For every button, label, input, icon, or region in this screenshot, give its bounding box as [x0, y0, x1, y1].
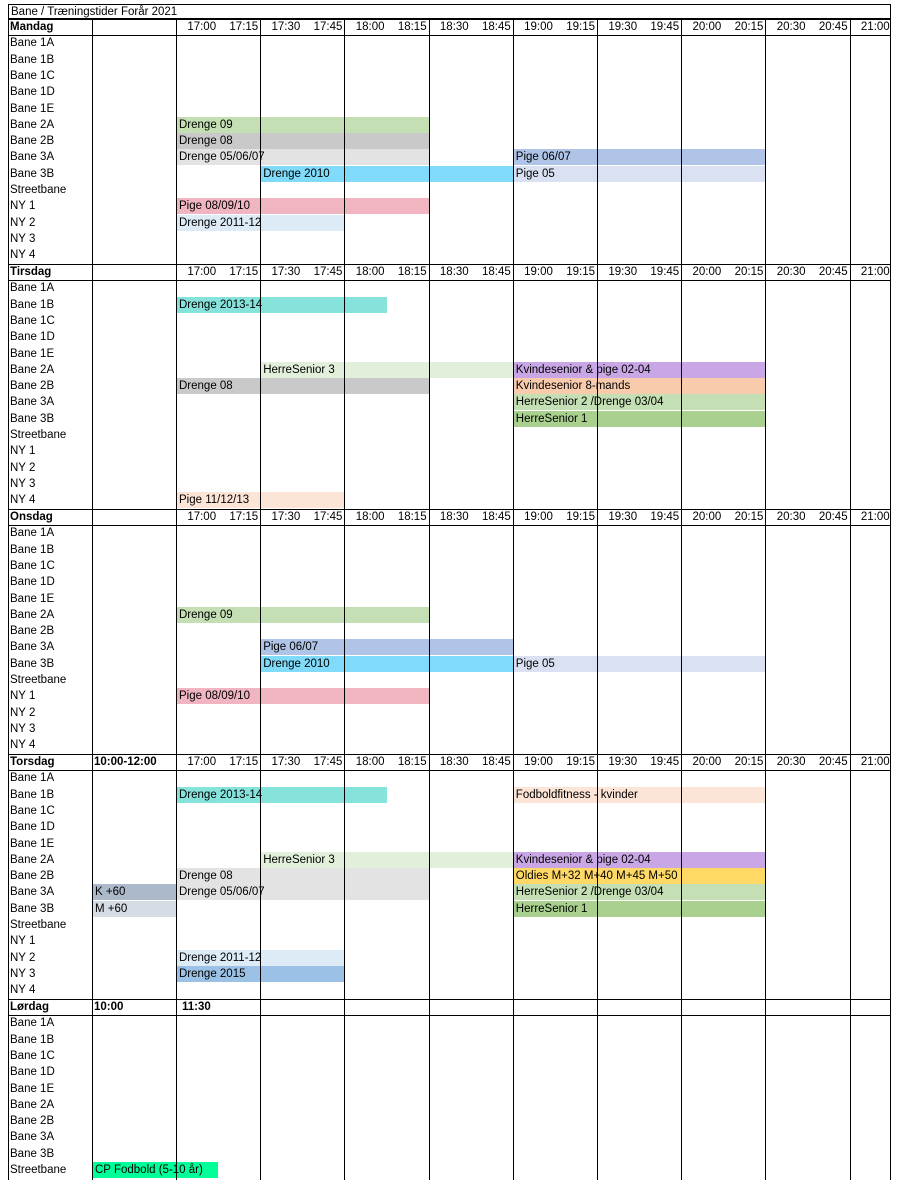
grid-line — [765, 19, 766, 264]
field-label: Bane 3B — [10, 167, 55, 180]
section-top-line — [8, 19, 891, 20]
schedule-block[interactable]: Pige 05 — [514, 166, 766, 182]
time-header: 20:15 — [734, 266, 764, 278]
field-label: Bane 1D — [10, 1066, 55, 1079]
field-label: Bane 1E — [10, 1082, 55, 1095]
schedule-block[interactable]: Drenge 09 — [177, 607, 429, 623]
time-header: 20:30 — [776, 21, 806, 33]
grid-line — [513, 19, 514, 264]
field-label: Streetbane — [10, 429, 67, 441]
grid-line — [850, 999, 851, 1180]
grid-line — [344, 999, 345, 1180]
schedule-block[interactable]: Drenge 08 — [177, 868, 429, 884]
grid-line — [260, 509, 261, 754]
time-header: 19:45 — [650, 756, 680, 768]
schedule-block[interactable]: Pige 06/07 — [514, 149, 766, 165]
schedule-block[interactable]: Kvindesenior & pige 02-04 — [514, 852, 766, 868]
field-label: Bane 3A — [10, 396, 55, 409]
schedule-block[interactable]: Pige 06/07 — [261, 639, 513, 655]
time-header: 17:30 — [271, 266, 301, 278]
time-header: 19:15 — [566, 756, 595, 768]
schedule-block[interactable]: Drenge 2011-12 — [177, 215, 344, 231]
grid-line — [176, 264, 177, 509]
time-header: 19:00 — [524, 756, 553, 768]
time-header: 18:45 — [482, 756, 511, 768]
time-header: 19:15 — [566, 511, 595, 523]
time-header: 19:00 — [524, 511, 553, 523]
field-label: NY 3 — [10, 722, 36, 735]
field-label: Bane 1B — [10, 788, 55, 801]
time-header: 19:45 — [650, 21, 680, 33]
schedule-block[interactable]: Fodboldfitness - kvinder — [514, 787, 766, 803]
field-label: Bane 2A — [10, 608, 55, 621]
grid-line — [92, 999, 93, 1180]
schedule-block[interactable]: Drenge 2010 — [261, 656, 513, 672]
field-label: Bane 2B — [10, 625, 55, 638]
grid-line — [765, 754, 766, 999]
field-label: Bane 2B — [10, 135, 55, 148]
grid-line — [92, 19, 93, 264]
grid-line — [429, 754, 430, 999]
grid-line — [681, 999, 682, 1180]
time-header: 17:45 — [313, 21, 343, 33]
grid-line — [765, 999, 766, 1180]
section-top-line — [8, 999, 891, 1000]
time-header: 19:00 — [524, 266, 553, 278]
time-header: 18:30 — [439, 511, 469, 523]
time-header: 20:30 — [776, 756, 806, 768]
header-bottom-line — [8, 280, 891, 281]
field-label: Bane 1C — [10, 1049, 55, 1062]
schedule-block[interactable]: Pige 05 — [514, 656, 766, 672]
time-header: 19:30 — [608, 266, 638, 278]
grid-line — [176, 754, 177, 999]
day-header: Torsdag — [10, 756, 55, 768]
grid-line — [8, 509, 9, 754]
day-header: Onsdag — [10, 511, 53, 523]
schedule-sheet — [8, 4, 893, 1180]
day-header: Mandag — [10, 21, 54, 33]
time-header: 20:30 — [776, 511, 806, 523]
time-header: 18:00 — [355, 266, 385, 278]
field-label: Bane 1B — [10, 298, 55, 311]
field-label: Streetbane — [10, 674, 67, 686]
field-label: NY 2 — [10, 706, 36, 719]
grid-line — [176, 999, 177, 1180]
field-label: NY 3 — [10, 477, 36, 490]
schedule-block[interactable]: HerreSenior 2 /Drenge 03/04 — [514, 394, 766, 410]
field-label: Bane 1E — [10, 347, 55, 360]
time-header: 17:00 — [187, 266, 217, 278]
grid-line — [429, 19, 430, 264]
time-header: 17:15 — [229, 511, 259, 523]
field-label: Bane 2B — [10, 380, 55, 393]
grid-line — [681, 754, 682, 999]
time-header: 17:15 — [229, 266, 259, 278]
time-header: 20:45 — [818, 756, 848, 768]
schedule-block[interactable]: Drenge 2011-12 — [177, 950, 344, 966]
grid-line — [681, 509, 682, 754]
field-label: Bane 2A — [10, 363, 55, 376]
time-header: 18:15 — [397, 266, 427, 278]
grid-line — [890, 999, 891, 1180]
extra-time-header-2: 11:30 — [182, 1001, 211, 1013]
grid-line — [429, 264, 430, 509]
field-label: Bane 1E — [10, 837, 55, 850]
header-bottom-line — [8, 35, 891, 36]
time-header: 20:00 — [692, 756, 722, 768]
day-header: Lørdag — [10, 1001, 49, 1013]
time-header: 20:15 — [734, 756, 764, 768]
schedule-block[interactable]: Drenge 2010 — [261, 166, 513, 182]
header-bottom-line — [8, 770, 891, 771]
time-header: 20:45 — [818, 21, 848, 33]
field-label: Bane 3A — [10, 1131, 55, 1144]
schedule-block[interactable]: Pige 08/09/10 — [177, 198, 429, 214]
field-label: NY 4 — [10, 984, 36, 997]
header-bottom-line — [8, 525, 891, 526]
field-label: Bane 3B — [10, 1147, 55, 1160]
grid-line — [513, 999, 514, 1180]
time-header: 18:45 — [482, 266, 511, 278]
schedule-block[interactable]: Drenge 09 — [177, 117, 429, 133]
grid-line — [92, 264, 93, 509]
time-header: 19:30 — [608, 21, 638, 33]
grid-line — [8, 999, 9, 1180]
time-header: 20:45 — [818, 266, 848, 278]
time-header: 18:15 — [397, 756, 427, 768]
field-label: Bane 1A — [10, 37, 55, 50]
grid-line — [597, 509, 598, 754]
field-label: Bane 1B — [10, 53, 55, 66]
field-label: NY 2 — [10, 216, 36, 229]
time-header: 20:15 — [734, 511, 764, 523]
time-header: 20:15 — [734, 21, 764, 33]
field-label: NY 4 — [10, 739, 36, 752]
field-label: Bane 3A — [10, 151, 55, 164]
time-header: 19:15 — [566, 266, 595, 278]
schedule-block[interactable]: Oldies M+32 M+40 M+45 M+50 — [514, 868, 766, 884]
field-label: Streetbane — [10, 919, 67, 931]
grid-line — [890, 509, 891, 754]
grid-line — [850, 264, 851, 509]
field-label: Bane 1A — [10, 1017, 55, 1030]
grid-line — [429, 509, 430, 754]
time-header: 18:00 — [355, 756, 385, 768]
grid-line — [92, 509, 93, 754]
grid-line — [850, 19, 851, 264]
field-label: Bane 2B — [10, 1115, 55, 1128]
header-bottom-line — [8, 1015, 891, 1016]
time-header: 18:00 — [355, 21, 385, 33]
grid-line — [176, 19, 177, 264]
field-label: Bane 3B — [10, 412, 55, 425]
field-label: NY 4 — [10, 494, 36, 507]
extra-time-header: 10:00 — [94, 1001, 124, 1013]
grid-line — [8, 754, 9, 999]
field-label: Bane 1D — [10, 821, 55, 834]
schedule-block[interactable]: Drenge 2013-14 — [177, 787, 387, 803]
time-header: 19:45 — [650, 266, 680, 278]
grid-line — [513, 264, 514, 509]
time-header: 19:00 — [524, 21, 553, 33]
field-label: Bane 3B — [10, 657, 55, 670]
field-label: Streetbane — [10, 1164, 67, 1176]
field-label: NY 4 — [10, 249, 36, 262]
schedule-block[interactable]: Drenge 2015 — [177, 966, 344, 982]
time-header: 17:00 — [187, 756, 217, 768]
schedule-block[interactable]: Drenge 05/06/07 — [177, 884, 429, 900]
schedule-block[interactable]: M +60 — [93, 901, 176, 917]
time-header: 18:45 — [482, 21, 511, 33]
grid-line — [260, 999, 261, 1180]
field-label: Bane 1D — [10, 86, 55, 99]
grid-line — [344, 509, 345, 754]
time-header: 17:00 — [187, 21, 217, 33]
field-label: Bane 1B — [10, 543, 55, 556]
schedule-block[interactable]: Pige 08/09/10 — [177, 688, 429, 704]
field-label: Bane 1A — [10, 527, 55, 540]
schedule-block[interactable]: Kvindesenior & pige 02-04 — [514, 362, 766, 378]
extra-time-header: 10:00-12:00 — [94, 756, 157, 768]
time-header: 18:15 — [397, 511, 427, 523]
field-label: Bane 3B — [10, 902, 55, 915]
grid-line — [344, 754, 345, 999]
field-label: NY 3 — [10, 232, 36, 245]
grid-line — [890, 754, 891, 999]
time-header: 20:00 — [692, 266, 722, 278]
schedule-block[interactable]: Kvindesenior 8-mands — [514, 378, 766, 394]
schedule-block[interactable]: K +60 — [93, 884, 176, 900]
grid-line — [344, 19, 345, 264]
field-label: Bane 1E — [10, 592, 55, 605]
field-label: Bane 2B — [10, 870, 55, 883]
section-top-line — [8, 754, 891, 755]
field-label: Bane 1E — [10, 102, 55, 115]
time-header: 21:00 — [860, 511, 890, 523]
time-header: 17:45 — [313, 511, 343, 523]
grid-line — [890, 19, 891, 264]
schedule-block[interactable]: HerreSenior 3 — [261, 362, 513, 378]
field-label: NY 1 — [10, 200, 36, 213]
time-header: 17:30 — [271, 756, 301, 768]
section-top-line — [8, 264, 891, 265]
time-header: 17:45 — [313, 266, 343, 278]
time-header: 21:00 — [860, 756, 890, 768]
schedule-block[interactable]: CP Fodbold (5-10 år) — [93, 1162, 218, 1178]
field-label: Bane 3A — [10, 641, 55, 654]
grid-line — [260, 264, 261, 509]
grid-line — [681, 19, 682, 264]
field-label: Bane 1C — [10, 559, 55, 572]
field-label: NY 1 — [10, 690, 36, 703]
field-label: NY 3 — [10, 967, 36, 980]
time-header: 17:45 — [313, 756, 343, 768]
time-header: 18:30 — [439, 21, 469, 33]
field-label: Bane 1C — [10, 314, 55, 327]
grid-line — [765, 509, 766, 754]
field-label: Bane 2A — [10, 853, 55, 866]
time-header: 19:30 — [608, 511, 638, 523]
grid-line — [8, 264, 9, 509]
section-top-line — [8, 509, 891, 510]
time-header: 18:15 — [397, 21, 427, 33]
grid-line — [92, 754, 93, 999]
time-header: 20:30 — [776, 266, 806, 278]
time-header: 21:00 — [860, 266, 890, 278]
grid-line — [597, 264, 598, 509]
grid-line — [850, 754, 851, 999]
grid-line — [765, 264, 766, 509]
schedule-block[interactable]: Drenge 05/06/07 — [177, 149, 429, 165]
field-label: Bane 1C — [10, 804, 55, 817]
time-header: 20:00 — [692, 21, 722, 33]
grid-line — [176, 509, 177, 754]
field-label: Bane 1D — [10, 331, 55, 344]
field-label: Bane 1D — [10, 576, 55, 589]
schedule-block[interactable]: HerreSenior 1 — [514, 411, 766, 427]
time-header: 19:15 — [566, 21, 595, 33]
grid-line — [681, 264, 682, 509]
schedule-block[interactable]: Drenge 08 — [177, 378, 429, 394]
time-header: 17:15 — [229, 21, 259, 33]
field-label: NY 1 — [10, 445, 36, 458]
grid-line — [513, 754, 514, 999]
field-label: NY 2 — [10, 461, 36, 474]
time-header: 21:00 — [860, 21, 890, 33]
grid-line — [260, 754, 261, 999]
schedule-block[interactable]: Drenge 08 — [177, 133, 429, 149]
field-label: Bane 3A — [10, 886, 55, 899]
field-label: NY 2 — [10, 951, 36, 964]
field-label: Bane 1A — [10, 282, 55, 295]
grid-line — [260, 19, 261, 264]
grid-line — [513, 509, 514, 754]
grid-line — [597, 19, 598, 264]
grid-line — [890, 264, 891, 509]
schedule-block[interactable]: HerreSenior 1 — [514, 901, 766, 917]
time-header: 19:45 — [650, 511, 680, 523]
grid-line — [597, 999, 598, 1180]
sheet-title: Bane / Træningstider Forår 2021 — [8, 4, 891, 19]
field-label: NY 1 — [10, 935, 36, 948]
time-header: 18:00 — [355, 511, 385, 523]
day-header: Tirsdag — [10, 266, 52, 278]
grid-line — [850, 509, 851, 754]
grid-line — [344, 264, 345, 509]
time-header: 17:30 — [271, 511, 301, 523]
time-header: 17:30 — [271, 21, 301, 33]
grid-line — [597, 754, 598, 999]
schedule-block[interactable]: HerreSenior 3 — [261, 852, 513, 868]
time-header: 17:00 — [187, 511, 217, 523]
field-label: Bane 1C — [10, 69, 55, 82]
time-header: 17:15 — [229, 756, 259, 768]
field-label: Bane 1B — [10, 1033, 55, 1046]
field-label: Bane 1A — [10, 772, 55, 785]
grid-line — [8, 19, 9, 264]
field-label: Bane 2A — [10, 1098, 55, 1111]
grid-line — [429, 999, 430, 1180]
time-header: 19:30 — [608, 756, 638, 768]
time-header: 18:30 — [439, 756, 469, 768]
time-header: 18:30 — [439, 266, 469, 278]
schedule-block[interactable]: Drenge 2013-14 — [177, 297, 387, 313]
schedule-block[interactable]: HerreSenior 2 /Drenge 03/04 — [514, 884, 766, 900]
field-label: Streetbane — [10, 184, 67, 196]
time-header: 18:45 — [482, 511, 511, 523]
schedule-block[interactable]: Pige 11/12/13 — [177, 492, 344, 508]
field-label: Bane 2A — [10, 118, 55, 131]
time-header: 20:00 — [692, 511, 722, 523]
time-header: 20:45 — [818, 511, 848, 523]
